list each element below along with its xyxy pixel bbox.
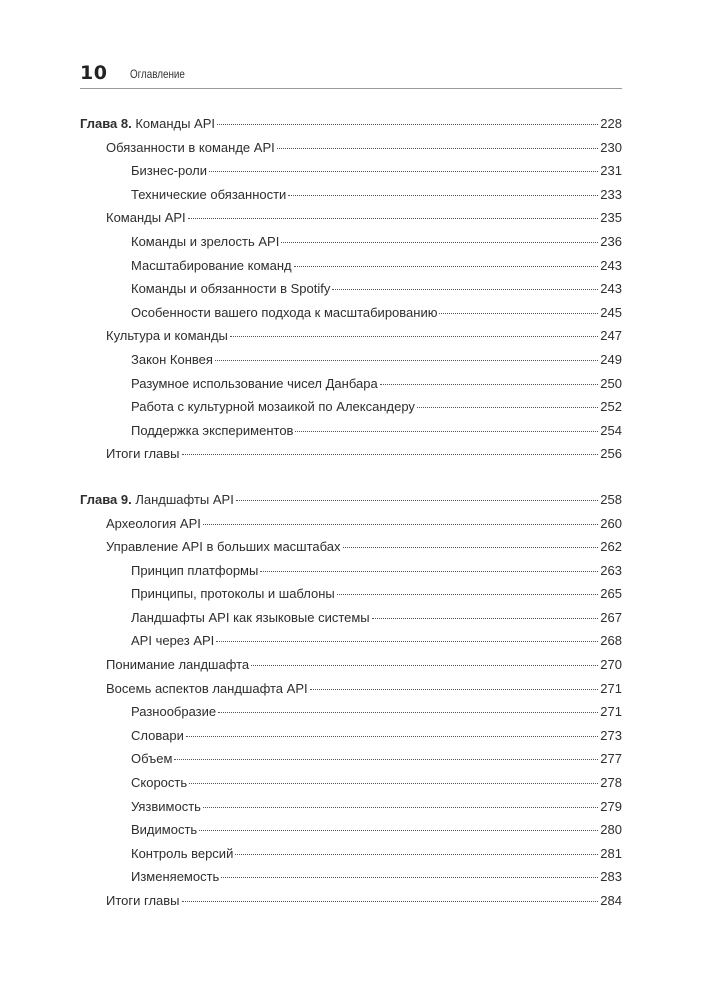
entry-title (131, 869, 219, 884)
dot-leader (439, 313, 598, 314)
toc-chapter-entry[interactable] (80, 116, 622, 140)
entry-title-text: Масштабирование команд (131, 257, 292, 273)
page-number-ref: 249 (600, 351, 622, 367)
toc-subsection-entry[interactable] (80, 728, 622, 752)
entry-title-text: Обязанности в команде API (106, 139, 275, 155)
toc-subsection-entry[interactable] (80, 376, 622, 400)
dot-leader (251, 665, 598, 666)
toc-subsection-entry[interactable] (80, 399, 622, 423)
toc-subsection-entry[interactable] (80, 846, 622, 870)
page-header (80, 62, 622, 89)
toc-section-entry[interactable] (80, 328, 622, 352)
entry-title-text: Видимость (131, 822, 198, 838)
dot-leader (215, 360, 598, 361)
page-number-ref: 279 (600, 798, 622, 814)
dot-leader (260, 571, 598, 572)
toc-section-entry[interactable] (80, 893, 622, 917)
page-number-ref: 258 (600, 491, 622, 507)
dot-leader (221, 877, 598, 878)
toc-section-entry[interactable] (80, 681, 622, 705)
page-number-ref: 231 (600, 163, 622, 179)
entry-title-text: Работа с культурной мозаикой по Александеру (131, 399, 415, 415)
entry-title-text: Технические обязанности (131, 186, 287, 202)
entry-title-text: Словари (131, 727, 184, 743)
toc-section-entry[interactable] (80, 539, 622, 563)
entry-title (106, 893, 180, 908)
entry-title-text: Поддержка экспериментов (131, 422, 294, 438)
entry-title (131, 822, 197, 837)
page-number-ref: 265 (600, 586, 622, 602)
entry-title-text: Закон Конвея (131, 351, 213, 367)
entry-title-text: Управление API в больших масштабах (106, 539, 341, 555)
toc-subsection-entry[interactable] (80, 281, 622, 305)
page-number-ref: 260 (600, 515, 622, 531)
entry-title-text: Принцип платформы (131, 562, 259, 578)
dot-leader (174, 759, 598, 760)
entry-title (131, 258, 292, 273)
dot-leader (295, 431, 598, 432)
page-number: 10 (80, 62, 108, 84)
entry-title (106, 681, 308, 696)
entry-title-text: Понимание ландшафта (106, 657, 250, 673)
entry-title-text: Восемь аспектов ландшафта API (106, 680, 308, 696)
toc-subsection-entry[interactable] (80, 563, 622, 587)
page-number-ref: 254 (600, 422, 622, 438)
page-number-ref: 252 (600, 399, 622, 415)
entry-title (106, 539, 341, 554)
entry-title-text: Команды и зрелость API (131, 233, 280, 249)
entry-title (131, 423, 293, 438)
entry-title (131, 281, 330, 296)
page-number-ref: 243 (600, 281, 622, 297)
entry-title-text: Ландшафты API (135, 491, 234, 507)
entry-title (106, 657, 249, 672)
dot-leader (209, 171, 598, 172)
toc-subsection-entry[interactable] (80, 352, 622, 376)
entry-title (131, 775, 187, 790)
entry-title-text: Скорость (131, 775, 188, 791)
dot-leader (203, 807, 598, 808)
toc-subsection-entry[interactable] (80, 822, 622, 846)
dot-leader (294, 266, 599, 267)
page-number-ref: 277 (600, 751, 622, 767)
page-number-ref: 245 (600, 304, 622, 320)
entry-title-text: Культура и команды (106, 328, 228, 344)
toc-section-entry[interactable] (80, 210, 622, 234)
toc-subsection-entry[interactable] (80, 869, 622, 893)
dot-leader (236, 500, 598, 501)
entry-title (106, 516, 201, 531)
toc-section-entry[interactable] (80, 516, 622, 540)
page-number-ref: 262 (600, 539, 622, 555)
entry-title-text: Итоги главы (106, 893, 180, 908)
dot-leader (310, 689, 599, 690)
entry-title (106, 140, 275, 155)
toc-subsection-entry[interactable] (80, 799, 622, 823)
entry-title-text: Бизнес-роли (131, 163, 208, 179)
entry-title-text: Разумное использование чисел Данбара (131, 375, 378, 391)
dot-leader (235, 854, 598, 855)
dot-leader (182, 901, 599, 902)
dot-leader (332, 289, 598, 290)
entry-title (131, 846, 233, 861)
entry-title (131, 751, 172, 766)
page-number-ref: 230 (600, 139, 622, 155)
dot-leader (372, 618, 599, 619)
dot-leader (216, 641, 598, 642)
dot-leader (189, 783, 598, 784)
running-title: Оглавление (130, 67, 185, 81)
entry-title (131, 563, 258, 578)
entry-title-text: Контроль версий (131, 845, 234, 861)
entry-title-text: Разнообразие (131, 704, 217, 720)
entry-title-text: Команды API (106, 210, 186, 226)
entry-title (131, 399, 415, 414)
entry-title-text: Особенности вашего подхода к масштабированию (131, 304, 438, 320)
dot-leader (186, 736, 598, 737)
entry-title (131, 234, 279, 249)
entry-title (131, 610, 370, 625)
page-number-ref: 247 (600, 328, 622, 344)
chapter-label: Глава 9. (80, 491, 132, 507)
chapter-block (80, 116, 622, 470)
page-number-ref: 256 (600, 446, 622, 462)
entry-title (131, 586, 335, 601)
toc-subsection-entry[interactable] (80, 305, 622, 329)
page-number-ref: 236 (600, 233, 622, 249)
page-number-ref: 271 (600, 704, 622, 720)
page-number-ref: 267 (600, 609, 622, 625)
entry-title-text: Итоги главы (106, 446, 180, 462)
page-number-ref: 250 (600, 375, 622, 391)
entry-title (131, 305, 437, 320)
toc-section-entry[interactable] (80, 657, 622, 681)
entry-title (131, 633, 214, 648)
page-number-ref: 284 (600, 893, 622, 908)
toc-subsection-entry[interactable] (80, 610, 622, 634)
page-number-ref: 281 (600, 845, 622, 861)
dot-leader (288, 195, 598, 196)
entry-title-text: Ландшафты API как языковые системы (131, 609, 370, 625)
entry-title-text: Уязвимость (131, 798, 201, 814)
dot-leader (380, 384, 599, 385)
page-number-ref: 235 (600, 210, 622, 226)
page-number-ref: 243 (600, 257, 622, 273)
entry-title (131, 728, 184, 743)
toc-subsection-entry[interactable] (80, 704, 622, 728)
page-number-ref: 228 (600, 116, 622, 131)
dot-leader (199, 830, 598, 831)
entry-title (131, 352, 213, 367)
page-number-ref: 270 (600, 657, 622, 673)
entry-title-text: Изменяемость (131, 869, 220, 885)
entry-title (131, 799, 201, 814)
entry-title (131, 704, 216, 719)
dot-leader (417, 407, 598, 408)
chapter-block (80, 492, 622, 917)
dot-leader (337, 594, 599, 595)
dot-leader (188, 218, 599, 219)
entry-title (131, 163, 207, 178)
page-number-ref: 283 (600, 869, 622, 885)
dot-leader (218, 712, 598, 713)
toc-subsection-entry[interactable] (80, 234, 622, 258)
entry-title (80, 492, 234, 507)
toc-subsection-entry[interactable] (80, 163, 622, 187)
page-number-ref: 280 (600, 822, 622, 838)
toc-subsection-entry[interactable] (80, 633, 622, 657)
toc-subsection-entry[interactable] (80, 751, 622, 775)
toc-subsection-entry[interactable] (80, 775, 622, 799)
dot-leader (343, 547, 599, 548)
entry-title-text: Археология API (106, 515, 201, 531)
entry-title-text: Команды и обязанности в Spotify (131, 281, 331, 297)
dot-leader (230, 336, 598, 337)
entry-title (106, 210, 186, 225)
page-number-ref: 263 (600, 562, 622, 578)
toc-subsection-entry[interactable] (80, 258, 622, 282)
toc-chapter-entry[interactable] (80, 492, 622, 516)
dot-leader (281, 242, 598, 243)
entry-title-text: API через API (131, 633, 215, 649)
toc-subsection-entry[interactable] (80, 423, 622, 447)
entry-title (131, 187, 286, 202)
entry-title-text: Объем (131, 751, 173, 767)
entry-title (106, 328, 228, 343)
dot-leader (217, 124, 598, 125)
entry-title (80, 116, 215, 131)
page-number-ref: 233 (600, 186, 622, 202)
toc-section-entry[interactable] (80, 140, 622, 164)
page-number-ref: 271 (600, 680, 622, 696)
entry-title (106, 446, 180, 461)
chapter-label: Глава 8. (80, 116, 132, 131)
page-number-ref: 273 (600, 727, 622, 743)
dot-leader (277, 148, 599, 149)
toc-subsection-entry[interactable] (80, 586, 622, 610)
entry-title (131, 376, 378, 391)
toc-subsection-entry[interactable] (80, 187, 622, 211)
toc-section-entry[interactable] (80, 446, 622, 470)
dot-leader (203, 524, 598, 525)
table-of-contents (80, 116, 622, 939)
entry-title-text: Команды API (135, 116, 215, 131)
entry-title-text: Принципы, протоколы и шаблоны (131, 586, 335, 602)
page-number-ref: 278 (600, 775, 622, 791)
dot-leader (182, 454, 599, 455)
page-number-ref: 268 (600, 633, 622, 649)
